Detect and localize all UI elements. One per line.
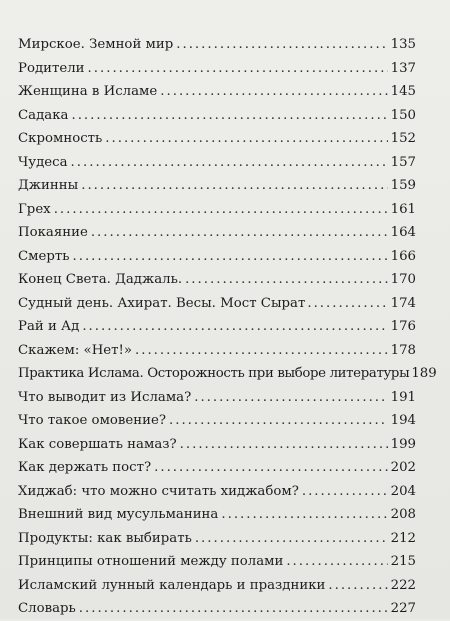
toc-entry — [18, 362, 437, 386]
toc-leader-dots — [91, 221, 388, 245]
toc-leader-dots — [79, 597, 388, 621]
toc-entry-title: Принципы отношений между полами — [18, 554, 284, 569]
toc-leader-dots — [302, 480, 388, 504]
toc-leader-dots — [307, 292, 388, 316]
toc-leader-dots — [328, 574, 387, 598]
toc-entry — [18, 433, 416, 457]
toc-leader-dots — [194, 386, 387, 410]
toc-entry-title: Покаяние — [18, 225, 88, 240]
toc-entry-title: Конец Света. Даджаль. — [18, 272, 183, 287]
toc-entry-title: Что выводит из Ислама? — [18, 389, 192, 405]
toc-entry — [18, 574, 416, 598]
toc-leader-dots — [71, 104, 387, 128]
toc-entry-title: Родители — [18, 60, 85, 76]
toc-leader-dots — [195, 527, 388, 551]
toc-entry-page: 137 — [390, 60, 416, 76]
toc-entry — [18, 315, 416, 339]
toc-entry-page: 199 — [390, 436, 416, 452]
toc-entry-page: 222 — [390, 577, 416, 593]
toc-entry — [18, 33, 416, 57]
toc-entry — [18, 480, 416, 504]
toc-leader-dots — [160, 80, 387, 104]
toc-leader-dots — [81, 174, 387, 198]
toc-entry — [18, 550, 416, 574]
toc-entry — [18, 245, 416, 269]
toc-entry-title: Садака — [18, 107, 69, 123]
toc-leader-dots — [105, 127, 387, 151]
toc-entry — [18, 527, 416, 551]
toc-entry-page: 178 — [390, 342, 416, 358]
toc-entry-page: 145 — [390, 84, 416, 99]
toc-entry-page: 170 — [390, 272, 416, 287]
toc-entry-page: 215 — [390, 554, 416, 569]
toc-entry — [18, 174, 416, 198]
toc-entry-title: Судный день. Ахират. Весы. Мост Сырат — [18, 295, 306, 311]
toc-entry-page: 227 — [390, 601, 416, 616]
toc-leader-dots — [176, 33, 387, 57]
toc-leader-dots — [82, 315, 387, 339]
toc-entry-title: Что такое омовение? — [18, 413, 166, 428]
toc-leader-dots — [169, 409, 388, 433]
toc-entry-title: Хиджаб: что можно считать хиджабом? — [18, 483, 299, 499]
toc-entry-title: Джинны — [18, 178, 79, 193]
toc-entry-title: Продукты: как выбирать — [18, 530, 192, 546]
toc-entry-page: 176 — [390, 319, 416, 334]
toc-entry-page: 161 — [390, 201, 416, 217]
toc-entry-title: Скромность — [18, 131, 103, 146]
toc-entry — [18, 386, 416, 410]
toc-entry — [18, 409, 416, 433]
toc-entry-page: 157 — [390, 154, 416, 170]
toc-entry-page: 204 — [390, 483, 416, 499]
toc-entry — [18, 57, 416, 81]
toc-entry-page: 135 — [390, 37, 416, 52]
toc-leader-dots — [221, 503, 387, 527]
toc-entry — [18, 104, 416, 128]
toc-leader-dots — [154, 456, 388, 480]
toc-entry-title: Как совершать намаз? — [18, 436, 177, 452]
toc-entry-title: Внешний вид мусульманина — [18, 507, 219, 522]
table-of-contents — [18, 33, 437, 621]
toc-entry-title: Словарь — [18, 601, 76, 616]
toc-entry-page: 164 — [390, 225, 416, 240]
toc-entry-page: 174 — [390, 295, 416, 311]
toc-entry-title: Как держать пост? — [18, 460, 152, 475]
toc-entry-title: Рай и Ад — [18, 319, 80, 334]
toc-entry — [18, 292, 416, 316]
toc-entry — [18, 127, 416, 151]
toc-entry-page: 194 — [390, 413, 416, 428]
toc-entry-page: 191 — [390, 389, 416, 405]
toc-entry-page: 189 — [411, 366, 437, 381]
toc-entry — [18, 268, 416, 292]
toc-entry — [18, 597, 416, 621]
toc-entry-title: Мирское. Земной мир — [18, 37, 174, 52]
toc-entry-title: Грех — [18, 201, 51, 217]
toc-entry-title: Практика Ислама. Осторожность при выборе литературы — [18, 366, 410, 381]
toc-entry — [18, 221, 416, 245]
toc-entry-title: Смерть — [18, 248, 70, 264]
toc-entry-page: 202 — [390, 460, 416, 475]
toc-entry-page: 152 — [390, 131, 416, 146]
toc-leader-dots — [286, 550, 387, 574]
toc-leader-dots — [88, 57, 388, 81]
toc-entry-page: 150 — [390, 107, 416, 123]
toc-leader-dots — [73, 245, 388, 269]
toc-entry — [18, 339, 416, 363]
toc-entry-page: 212 — [390, 530, 416, 546]
toc-entry-page: 208 — [390, 507, 416, 522]
toc-leader-dots — [54, 198, 388, 222]
toc-entry — [18, 151, 416, 175]
toc-entry-page: 166 — [390, 248, 416, 264]
toc-leader-dots — [71, 151, 388, 175]
toc-entry-title: Скажем: «Нет!» — [18, 342, 132, 358]
toc-entry — [18, 198, 416, 222]
toc-entry-title: Исламский лунный календарь и праздники — [18, 577, 326, 593]
toc-entry-page: 159 — [390, 178, 416, 193]
toc-entry — [18, 80, 416, 104]
toc-leader-dots — [185, 268, 388, 292]
toc-entry-title: Женщина в Исламе — [18, 84, 158, 99]
toc-leader-dots — [180, 433, 388, 457]
toc-entry-title: Чудеса — [18, 154, 68, 170]
toc-leader-dots — [135, 339, 388, 363]
toc-entry — [18, 456, 416, 480]
toc-entry — [18, 503, 416, 527]
